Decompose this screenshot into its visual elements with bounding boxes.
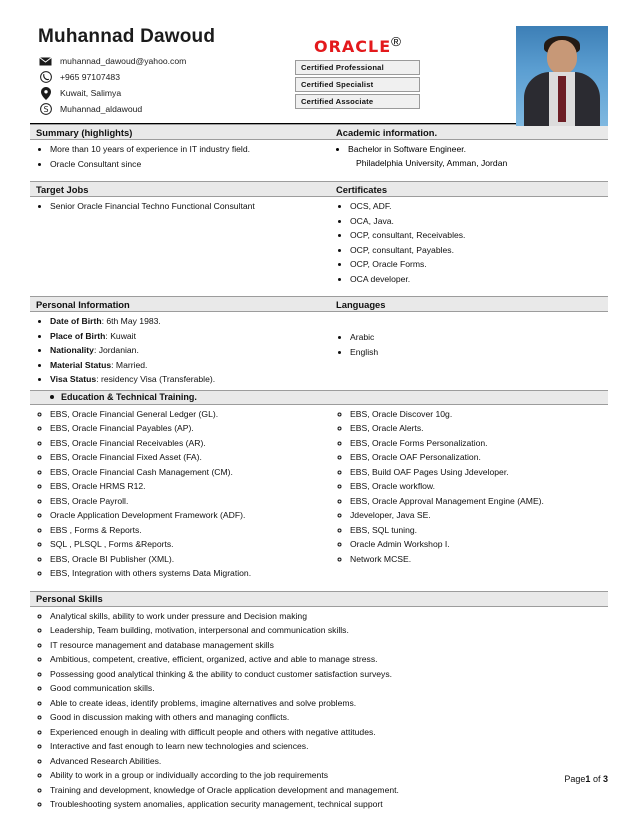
location-pin-icon <box>38 87 53 100</box>
target-jobs-body <box>30 197 330 289</box>
skype-icon <box>38 103 53 116</box>
list-item: • OCS, ADF. <box>350 200 608 214</box>
academic-university: Philadelphia University, Amman, Jordan <box>356 157 508 168</box>
footer-current-page: 1 <box>585 774 591 784</box>
list-item: ◦ Ability to work in a group or individually according to the job requirements <box>50 769 608 783</box>
field-value: 6th May 1983. <box>106 316 161 326</box>
list-item: ◦ IT resource management and database management skills <box>50 639 608 653</box>
envelope-icon <box>38 55 53 68</box>
list-item: • OCP, consultant, Payables. <box>350 244 608 258</box>
personal-skills-body <box>30 610 608 812</box>
list-item: ◦ EBS, Oracle Financial Cash Management (CM). <box>50 466 330 480</box>
list-item: ◦ Good communication skills. <box>50 682 608 696</box>
education-right-column <box>330 405 608 584</box>
candidate-name: Muhannad Dawoud <box>38 26 216 47</box>
summary-academic-band <box>30 124 608 140</box>
list-item: ◦ Training and development, knowledge of Oracle application development and management. <box>50 784 608 798</box>
oracle-badge-professional: Certified Professional <box>295 60 420 75</box>
list-item: • Place of Birth: Kuwait <box>50 330 330 344</box>
list-item: ◦ EBS , Forms & Reports. <box>50 524 330 538</box>
bullet-icon <box>50 395 54 399</box>
summary-academic-body <box>30 140 608 174</box>
summary-body <box>30 140 330 174</box>
list-item: ◦ EBS, Oracle Payroll. <box>50 495 330 509</box>
list-item: ◦ Analytical skills, ability to work under pressure and Decision making <box>50 610 608 624</box>
list-item: ◦ EBS, SQL tuning. <box>350 524 608 538</box>
list-item: • English <box>350 346 608 360</box>
footer-total-pages: 3 <box>602 774 608 784</box>
list-item: ◦ Oracle Admin Workshop I. <box>350 538 608 552</box>
field-value: residency Visa (Transferable). <box>100 374 216 384</box>
education-title-band <box>30 390 608 405</box>
languages-body <box>330 312 608 390</box>
personal-skills-title: Personal Skills <box>30 591 608 607</box>
oracle-logo-tm: ® <box>391 34 401 49</box>
field-value: Kuwait <box>110 330 136 341</box>
academic-body <box>330 140 608 174</box>
list-item: ◦ EBS, Oracle BI Publisher (XML). <box>50 553 330 567</box>
list-item: • Visa Status: residency Visa (Transferable). <box>50 373 330 387</box>
oracle-logo-text: ORACLE <box>314 37 392 57</box>
certificates-body <box>330 197 608 289</box>
svg-text:S: S <box>42 105 49 114</box>
field-value: Jordanian. <box>98 345 139 355</box>
contact-phone-text: +965 97107483 <box>60 72 120 82</box>
list-item: • Oracle Consultant since <box>50 158 330 172</box>
list-item: ◦ Interactive and fast enough to learn new technologies and sciences. <box>50 740 608 754</box>
summary-title: Summary (highlights) <box>30 124 330 140</box>
academic-title: Academic information. <box>330 124 608 140</box>
contact-location-text: Kuwait, Salimya <box>60 88 122 98</box>
target-certificates-body <box>30 197 608 289</box>
list-item: ◦ Advanced Research Abilities. <box>50 755 608 769</box>
field-label: Material Status <box>50 359 112 370</box>
list-item: ◦ EBS, Oracle Forms Personalization. <box>350 437 608 451</box>
portrait-tie <box>558 76 566 122</box>
list-item: ◦ Jdeveloper, Java SE. <box>350 509 608 523</box>
list-item: • OCA, Java. <box>350 215 608 229</box>
list-item: ◦ EBS, Integration with others systems Data Migration. <box>50 567 330 581</box>
list-item: ◦ Network MCSE. <box>350 553 608 567</box>
list-item: ◦ EBS, Oracle Financial General Ledger (GL). <box>50 408 330 422</box>
list-item: ◦ EBS, Oracle Financial Fixed Asset (FA). <box>50 451 330 465</box>
education-left-column <box>30 405 330 584</box>
resume-header <box>30 26 608 124</box>
target-certificates-band <box>30 181 608 197</box>
list-item: ◦ Possessing good analytical thinking & the ability to conduct customer satisfaction surveys. <box>50 668 608 682</box>
list-item: ◦ SQL , PLSQL , Forms &Reports. <box>50 538 330 552</box>
list-item: ◦ Ambitious, competent, creative, efficient, organized, active and able to manage stress. <box>50 653 608 667</box>
languages-title: Languages <box>330 296 608 312</box>
list-item: • More than 10 years of experience in IT industry field. <box>50 143 330 157</box>
contact-skype-text: Muhannad_aldawoud <box>60 104 143 114</box>
field-label: Nationality <box>50 345 94 355</box>
list-item: ◦ Able to create ideas, identify problems, imagine alternatives and solve problems. <box>50 697 608 711</box>
list-item: ◦ Oracle Application Development Framework (ADF). <box>50 509 330 523</box>
list-item: • Arabic <box>350 331 608 345</box>
list-item: ◦ Leadership, Team building, motivation, interpersonal and communication skills. <box>50 624 608 638</box>
list-item: • OCA developer. <box>350 273 608 287</box>
list-item: • Date of Birth: 6th May 1983. <box>50 315 330 329</box>
portrait-photo <box>516 26 608 126</box>
list-item: • OCP, Oracle Forms. <box>350 258 608 272</box>
list-item: ◦ EBS, Oracle OAF Personalization. <box>350 451 608 465</box>
field-label: Date of Birth <box>50 316 102 326</box>
certificates-title: Certificates <box>330 181 608 197</box>
resume-sheet <box>30 22 608 809</box>
list-item: ◦ EBS, Build OAF Pages Using Jdeveloper. <box>350 466 608 480</box>
personal-information-body <box>30 312 330 390</box>
target-jobs-title: Target Jobs <box>30 181 330 197</box>
page-footer <box>564 774 608 784</box>
footer-prefix: Page <box>564 774 586 784</box>
list-item: ◦ Good in discussion making with others and managing conflicts. <box>50 711 608 725</box>
oracle-logo <box>295 34 420 57</box>
field-label: Visa Status <box>50 374 97 384</box>
personal-languages-band <box>30 296 608 312</box>
list-item: ◦ Experienced enough in dealing with difficult people and others with negative attitudes. <box>50 726 608 740</box>
oracle-badge-associate: Certified Associate <box>295 94 420 109</box>
list-item: ◦ EBS, Oracle Approval Management Engine (AME). <box>350 495 608 509</box>
portrait-head <box>547 40 577 74</box>
oracle-badge-specialist: Certified Specialist <box>295 77 420 92</box>
education-title: Education & Technical Training. <box>61 392 197 402</box>
phone-icon <box>38 71 53 84</box>
list-item: ◦ EBS, Oracle workflow. <box>350 480 608 494</box>
education-body <box>30 405 608 584</box>
field-value: Married. <box>115 359 148 370</box>
personal-information-title: Personal Information <box>30 296 330 312</box>
list-item: • Senior Oracle Financial Techno Functional Consultant <box>50 200 330 214</box>
oracle-certifications <box>295 34 420 111</box>
list-item: • Nationality: Jordanian. <box>50 344 330 358</box>
footer-middle: of <box>592 774 601 784</box>
list-item: ◦ EBS, Oracle Alerts. <box>350 422 608 436</box>
list-item: • Bachelor in Software Engineer. <box>348 143 608 157</box>
list-item: • OCP, consultant, Receivables. <box>350 229 608 243</box>
list-item: • Material Status: Married. <box>50 359 330 373</box>
list-item: ◦ Troubleshooting system anomalies, application security management, technical support <box>50 798 608 812</box>
list-item: ◦ EBS, Oracle Financial Payables (AP). <box>50 422 330 436</box>
list-item: ◦ EBS, Oracle Financial Receivables (AR). <box>50 437 330 451</box>
list-item: ◦ EBS, Oracle Discover 10g. <box>350 408 608 422</box>
field-label: Place of Birth <box>50 330 106 341</box>
list-item: ◦ EBS, Oracle HRMS R12. <box>50 480 330 494</box>
personal-languages-body <box>30 312 608 390</box>
contact-email-text: muhannad_dawoud@yahoo.com <box>60 56 187 66</box>
